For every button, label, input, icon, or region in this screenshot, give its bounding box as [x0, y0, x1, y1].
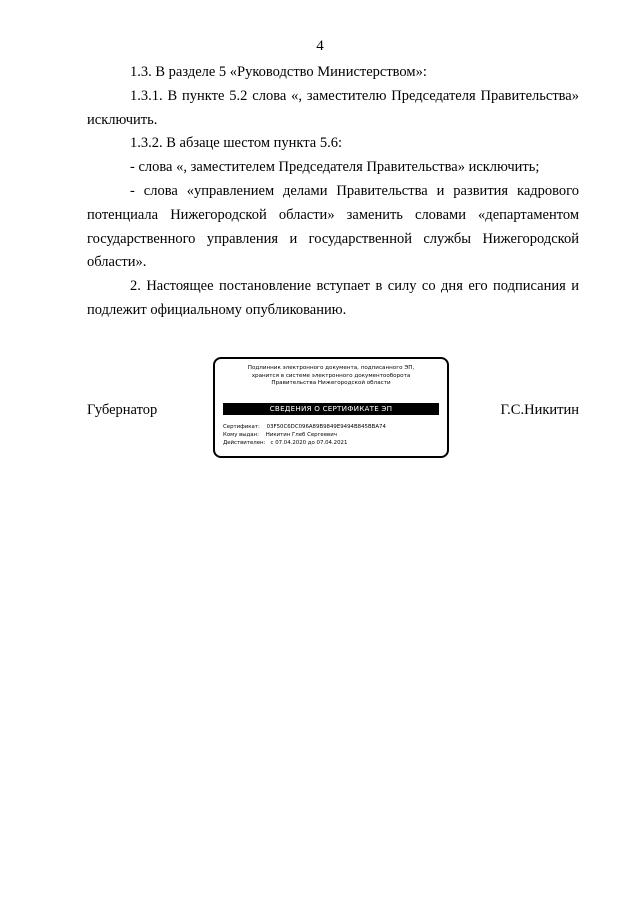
electronic-signature-stamp — [213, 357, 449, 458]
signer-name: Г.С.Никитин — [500, 402, 579, 418]
validity-value: с 07.04.2020 до 07.04.2021 — [270, 440, 348, 446]
issued-to-label: Кому выдан: — [223, 432, 259, 438]
validity-row — [223, 439, 439, 447]
validity-label: Действителен: — [223, 440, 266, 446]
stamp-details — [223, 423, 439, 447]
stamp-header-line: Правительства Нижегородской области — [271, 380, 391, 386]
signer-position: Губернатор — [87, 402, 158, 418]
page-number: 4 — [316, 38, 324, 54]
paragraph-1-3: 1.3. В разделе 5 «Руководство Министерством»: — [130, 64, 427, 80]
issued-to-row — [223, 431, 439, 439]
paragraph-1-3-2: 1.3.2. В абзаце шестом пункта 5.6: — [130, 135, 343, 152]
certificate-label: Сертификат: — [223, 424, 260, 430]
document-body — [87, 61, 579, 323]
paragraph-dash-1: - слова «, заместителем Председателя Правительства» исключить; — [130, 159, 540, 176]
stamp-title-bar: СВЕДЕНИЯ О СЕРТИФИКАТЕ ЭП — [223, 403, 439, 415]
paragraph-dash-2: - слова «управлением делами Правительства и развития кадрового потенциала Нижегородской области» заменить словами «департаментом государственного управления и государственной службы Нижегородской области». — [87, 182, 579, 271]
certificate-value: 03F50C6DC096A89B9849E9494B845BBA74 — [266, 424, 386, 430]
stamp-header-line: Подлинник электронного документа, подписанного ЭП, — [247, 365, 415, 371]
certificate-row — [223, 423, 439, 431]
stamp-header — [223, 365, 439, 388]
stamp-header-line: хранится в системе электронного документооборота — [251, 372, 411, 379]
issued-to-value: Никитин Глеб Сергеевич — [265, 432, 337, 438]
paragraph-1-3-1: 1.3.1. В пункте 5.2 слова «, заместителю Председателя Правительства» исключить. — [87, 87, 579, 128]
paragraph-2: 2. Настоящее постановление вступает в силу со дня его подписания и подлежит официальному опубликованию. — [87, 278, 579, 318]
